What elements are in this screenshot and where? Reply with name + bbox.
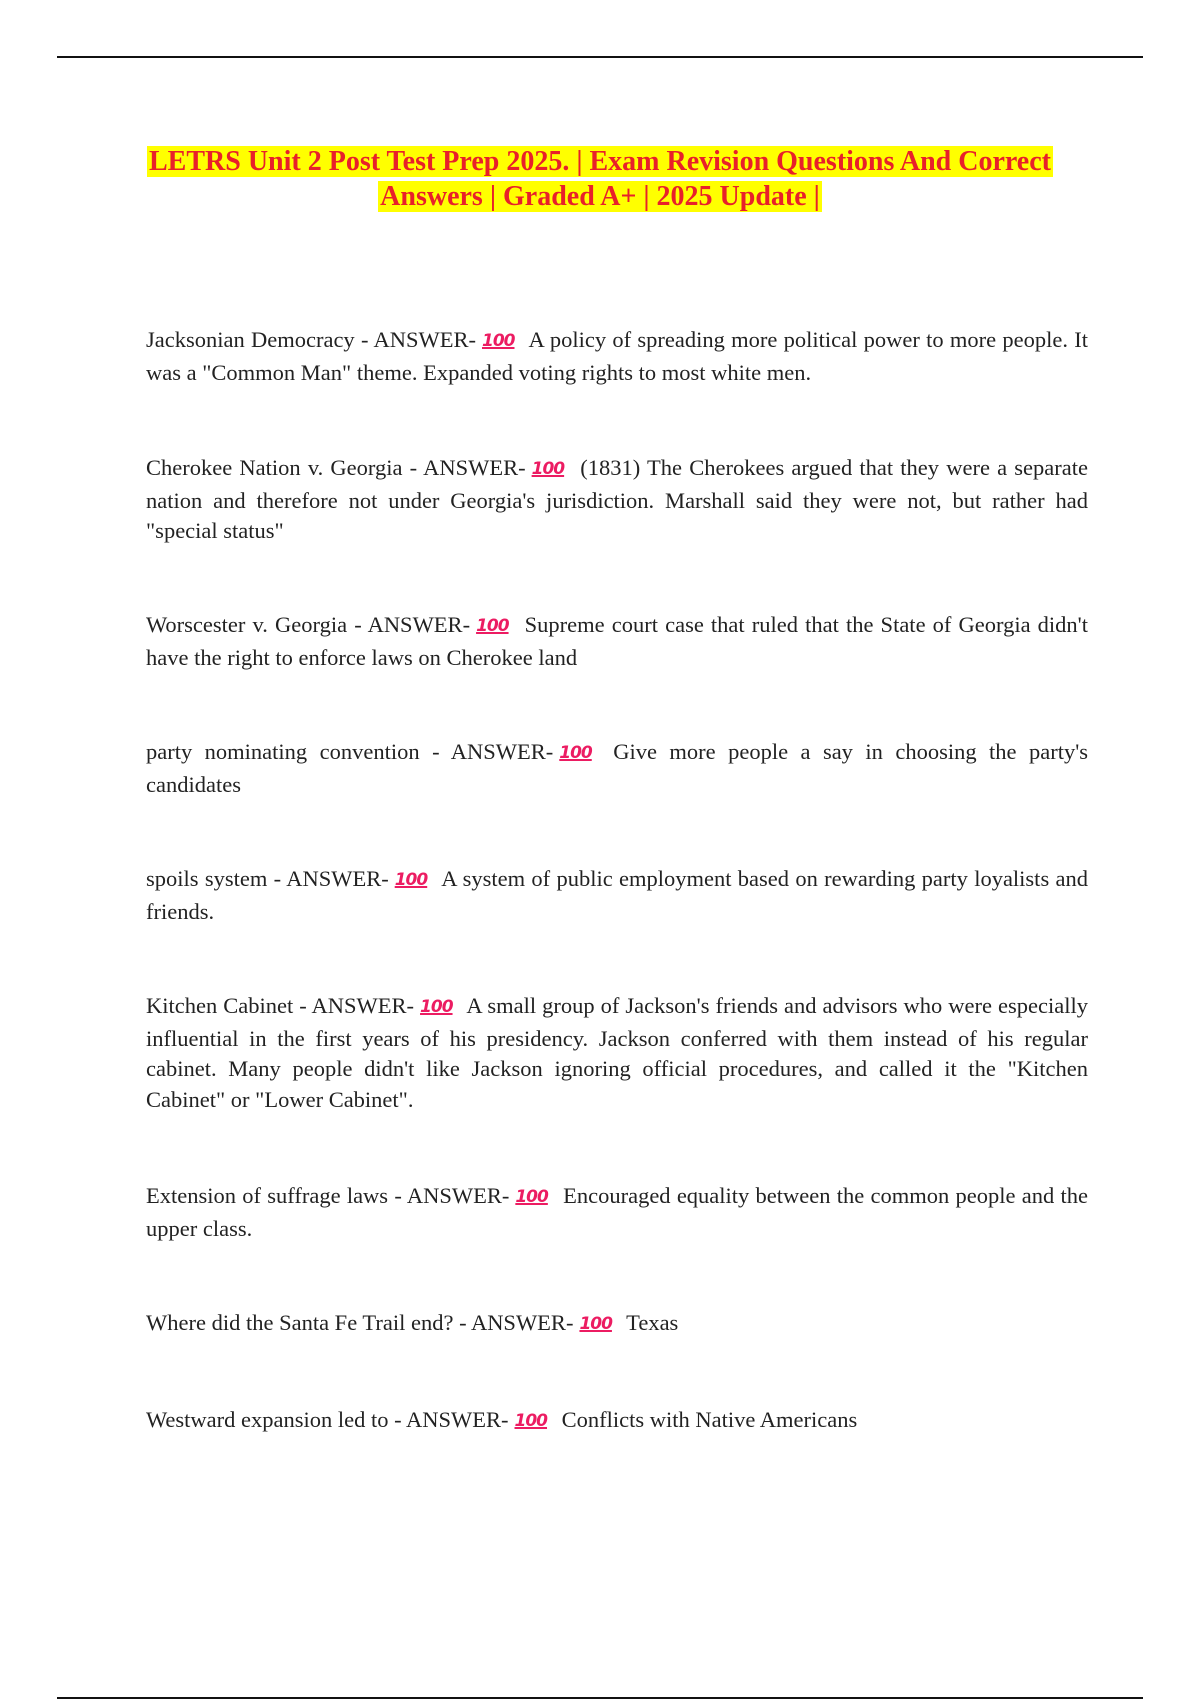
qa-separator: - ANSWER- [394,1407,509,1432]
qa-term: Westward expansion led to [146,1407,389,1432]
hundred-points-icon: 100 [531,459,565,479]
qa-answer: Encouraged equality between the common people and the upper class. [146,1183,1089,1241]
hundred-points-icon: 100 [579,1314,612,1334]
qa-separator: - ANSWER- [432,739,554,764]
qa-item-party-nominating-convention [146,737,1088,800]
qa-term: Kitchen Cabinet [146,993,294,1018]
qa-item-spoils-system [146,864,1088,927]
hundred-points-icon: 100 [482,331,515,351]
qa-answer: A system of public employment based on rewarding party loyalists and friends. [146,866,1088,924]
qa-answer: Texas [626,1310,679,1335]
qa-answer: Supreme court case that ruled that the State of Georgia didn't have the right to enforce laws on Cherokee land [146,612,1088,670]
qa-term: Extension of suffrage laws [146,1183,389,1208]
hundred-points-icon: 100 [515,1187,548,1207]
document-title [140,144,1060,214]
qa-separator: - ANSWER- [394,1183,510,1208]
hundred-points-icon: 100 [420,997,453,1017]
header-rule [57,56,1143,58]
qa-term: party nominating convention [146,739,420,764]
qa-item-westward-expansion [146,1405,1088,1438]
qa-item-extension-of-suffrage [146,1181,1088,1244]
qa-term: Worscester v. Georgia [146,612,348,637]
qa-item-jacksonian-democracy [146,325,1088,388]
qa-answer: Give more people a say in choosing the party's candidates [146,739,1089,797]
qa-separator: - ANSWER- [354,612,471,637]
qa-answer: (1831) The Cherokees argued that they were a separate nation and therefore not under Georgia's jurisdiction. Marshall said they were not, but rather had "special status" [146,455,1088,543]
title-line-2: Answers | Graded A+ | 2025 Update | [380,181,820,212]
qa-answer: Conflicts with Native Americans [561,1407,858,1432]
hundred-points-icon: 100 [476,616,509,636]
qa-item-kitchen-cabinet [146,991,1088,1115]
qa-separator: - ANSWER- [409,455,526,480]
hundred-points-icon: 100 [514,1411,548,1431]
qa-answer: A policy of spreading more political power to more people. It was a "Common Man" theme. Expanded voting rights to most white men. [146,327,1089,385]
title-line-1: LETRS Unit 2 Post Test Prep 2025. | Exam Revision Questions And Correct [149,146,1051,177]
qa-item-worcester-v-georgia [146,610,1088,673]
qa-separator: - ANSWER- [273,866,389,891]
qa-item-cherokee-nation [146,453,1088,547]
qa-separator: - ANSWER- [459,1310,574,1335]
qa-answer: A small group of Jackson's friends and advisors who were especially influential in the first years of his presidency. Jackson conferred with them instead of his regular cabinet. Many people didn't like Jackson ignoring official procedures, and called it the "Kitchen Cabinet" or "Lower Cabinet". [146,993,1089,1112]
qa-term: Where did the Santa Fe Trail end? [146,1310,454,1335]
qa-separator: - ANSWER- [360,327,476,352]
qa-term: Jacksonian Democracy [146,327,355,352]
qa-separator: - ANSWER- [299,993,415,1018]
hundred-points-icon: 100 [559,743,592,763]
hundred-points-icon: 100 [394,870,428,890]
footer-rule [57,1697,1143,1699]
qa-item-santa-fe-trail [146,1308,1088,1341]
qa-term: spoils system [146,866,268,891]
qa-term: Cherokee Nation v. Georgia [146,455,403,480]
